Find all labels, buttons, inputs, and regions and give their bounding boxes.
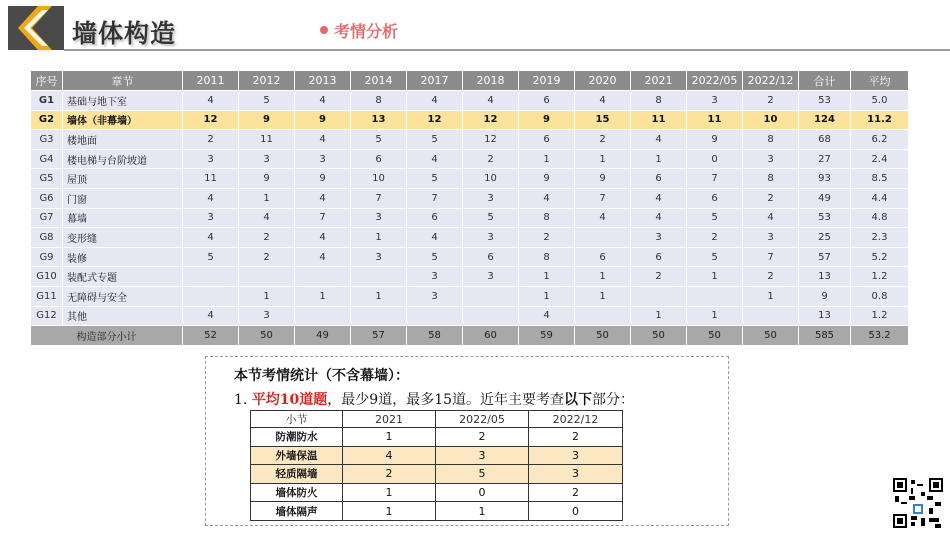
table-cell: 4 xyxy=(631,188,687,208)
table-cell: 2 xyxy=(436,428,529,447)
table-cell: 2 xyxy=(463,149,519,169)
table-cell: 50 xyxy=(687,326,743,346)
table-cell: 1 xyxy=(743,286,799,306)
table-cell: 其他 xyxy=(63,306,183,326)
table-row xyxy=(31,228,909,248)
table-cell: 11 xyxy=(183,169,239,189)
table-row xyxy=(31,188,909,208)
table-cell: 1 xyxy=(687,306,743,326)
table-cell: 9 xyxy=(239,169,295,189)
table-cell: 1 xyxy=(575,149,631,169)
table-row xyxy=(31,130,909,150)
table-cell: G3 xyxy=(31,130,63,150)
table-cell: 楼电梯与台阶坡道 xyxy=(63,149,183,169)
table-cell: 6 xyxy=(519,91,575,111)
table-cell: 6 xyxy=(351,149,407,169)
table-cell: 53 xyxy=(799,208,851,228)
table-cell: 49 xyxy=(295,326,351,346)
table-cell: 8 xyxy=(519,208,575,228)
table-cell: 墙体（非幕墙） xyxy=(63,110,183,130)
table-cell: 11.2 xyxy=(851,110,909,130)
table-cell: 1 xyxy=(687,267,743,287)
table-cell xyxy=(407,306,463,326)
column-header: 2012 xyxy=(239,71,295,91)
table-cell: G1 xyxy=(31,91,63,111)
table-cell: 49 xyxy=(799,188,851,208)
table-cell: 1 xyxy=(343,502,436,521)
subsection-header-row xyxy=(251,411,623,428)
table-cell: 2 xyxy=(529,483,623,502)
table-cell xyxy=(687,286,743,306)
chevron-logo-icon xyxy=(18,6,60,50)
stats-title: 本节考情统计（不含幕墙）： xyxy=(234,368,409,384)
table-cell xyxy=(239,267,295,287)
table-cell: G12 xyxy=(31,306,63,326)
table-cell: 4 xyxy=(463,91,519,111)
table-cell: 13 xyxy=(351,110,407,130)
summary-label: 构造部分小计 xyxy=(31,326,183,346)
table-cell: 9 xyxy=(575,169,631,189)
table-cell: 8 xyxy=(743,130,799,150)
table-cell: 5 xyxy=(407,247,463,267)
column-header: 2020 xyxy=(575,71,631,91)
table-cell: 5.2 xyxy=(851,247,909,267)
table-cell: 10 xyxy=(351,169,407,189)
table-cell: 2 xyxy=(239,247,295,267)
table-cell: 1 xyxy=(575,267,631,287)
table-cell xyxy=(631,286,687,306)
stats-line-suffix: 部分： xyxy=(592,392,635,408)
table-cell: 4 xyxy=(407,228,463,248)
table-cell: 50 xyxy=(743,326,799,346)
table-cell: 8 xyxy=(743,169,799,189)
table-row xyxy=(31,286,909,306)
table-cell: 1 xyxy=(436,502,529,521)
table-cell: 15 xyxy=(575,110,631,130)
table-cell: 无障碍与安全 xyxy=(63,286,183,306)
table-cell: 12 xyxy=(463,110,519,130)
table-cell: 2 xyxy=(687,228,743,248)
table-cell: 8 xyxy=(631,91,687,111)
table-cell: G10 xyxy=(31,267,63,287)
table-cell: 5 xyxy=(239,91,295,111)
table-cell: 5 xyxy=(351,130,407,150)
table-cell xyxy=(463,306,519,326)
table-cell: 4.8 xyxy=(851,208,909,228)
table-cell: 4 xyxy=(183,228,239,248)
table-cell: 1 xyxy=(239,188,295,208)
column-header: 2017 xyxy=(407,71,463,91)
table-cell: 12 xyxy=(463,130,519,150)
table-cell: G6 xyxy=(31,188,63,208)
table-cell: 4 xyxy=(239,208,295,228)
table-row xyxy=(251,502,623,521)
table-cell: 58 xyxy=(407,326,463,346)
table-cell: 1 xyxy=(239,286,295,306)
summary-row xyxy=(31,326,909,346)
table-cell: G11 xyxy=(31,286,63,306)
table-cell: 3 xyxy=(239,306,295,326)
column-header: 小节 xyxy=(251,411,343,428)
table-cell: 9 xyxy=(239,110,295,130)
table-cell: 3 xyxy=(183,208,239,228)
table-cell: 3 xyxy=(529,465,623,484)
table-cell: 4 xyxy=(295,130,351,150)
table-cell: 3 xyxy=(743,228,799,248)
table-cell: 5 xyxy=(407,130,463,150)
subsection-name: 墙体防火 xyxy=(251,483,343,502)
table-cell: 50 xyxy=(575,326,631,346)
table-cell: G9 xyxy=(31,247,63,267)
table-cell: 57 xyxy=(799,247,851,267)
table-row xyxy=(31,306,909,326)
table-cell: 基础与地下室 xyxy=(63,91,183,111)
table-cell: 4 xyxy=(295,188,351,208)
table-cell: 3 xyxy=(463,188,519,208)
table-cell: 6.2 xyxy=(851,130,909,150)
table-cell: 5 xyxy=(463,208,519,228)
table-cell: 4.4 xyxy=(851,188,909,208)
table-row xyxy=(251,465,623,484)
table-cell: 0.8 xyxy=(851,286,909,306)
table-cell: 1 xyxy=(519,267,575,287)
table-cell: 4 xyxy=(183,306,239,326)
table-cell: 3 xyxy=(631,228,687,248)
table-cell: 53.2 xyxy=(851,326,909,346)
table-cell: 2 xyxy=(529,428,623,447)
table-cell: G7 xyxy=(31,208,63,228)
column-header: 2022/05 xyxy=(436,411,529,428)
table-cell: 6 xyxy=(519,130,575,150)
bullet-dot-icon xyxy=(320,26,328,34)
table-cell: 52 xyxy=(183,326,239,346)
table-cell: 50 xyxy=(631,326,687,346)
table-cell: 0 xyxy=(436,483,529,502)
table-cell: 6 xyxy=(463,247,519,267)
table-cell xyxy=(351,306,407,326)
table-cell: 7 xyxy=(407,188,463,208)
page-title: 墙体构造 xyxy=(72,19,177,48)
table-cell: 2 xyxy=(743,188,799,208)
table-row xyxy=(31,149,909,169)
table-cell: 1.2 xyxy=(851,267,909,287)
table-cell: 7 xyxy=(575,188,631,208)
table-cell: 6 xyxy=(407,208,463,228)
stats-line-middle: ，最少9道，最多15道。近年主要考查 xyxy=(327,392,565,408)
table-cell: 2 xyxy=(239,228,295,248)
table-row xyxy=(251,483,623,502)
column-header: 2021 xyxy=(343,411,436,428)
table-cell: 4 xyxy=(183,91,239,111)
table-cell xyxy=(575,228,631,248)
stats-line-average: 平均10道题 xyxy=(251,392,328,408)
exam-stats-table xyxy=(30,70,909,346)
table-cell: 124 xyxy=(799,110,851,130)
table-cell: 2 xyxy=(743,267,799,287)
column-header: 2011 xyxy=(183,71,239,91)
subsection-name: 轻质隔墙 xyxy=(251,465,343,484)
column-header: 章节 xyxy=(63,71,183,91)
table-cell xyxy=(743,306,799,326)
table-cell: 93 xyxy=(799,169,851,189)
table-row xyxy=(251,446,623,465)
table-row xyxy=(31,247,909,267)
table-cell: 13 xyxy=(799,267,851,287)
table-cell: 3 xyxy=(407,267,463,287)
table-cell: 1 xyxy=(575,286,631,306)
table-cell: 5 xyxy=(687,247,743,267)
table-row xyxy=(31,208,909,228)
subsection-name: 防潮防水 xyxy=(251,428,343,447)
table-cell: 9 xyxy=(687,130,743,150)
table-cell: 1 xyxy=(343,483,436,502)
table-cell: 3 xyxy=(295,149,351,169)
table-cell: 3 xyxy=(463,267,519,287)
stats-line-bold: 以下 xyxy=(564,392,593,408)
table-cell: 9 xyxy=(519,110,575,130)
column-header: 2018 xyxy=(463,71,519,91)
table-cell: 4 xyxy=(575,91,631,111)
table-cell: G8 xyxy=(31,228,63,248)
table-cell: 5.0 xyxy=(851,91,909,111)
table-cell: 1 xyxy=(295,286,351,306)
table-cell: 10 xyxy=(463,169,519,189)
table-cell: 4 xyxy=(631,208,687,228)
table-cell: 27 xyxy=(799,149,851,169)
table-cell: 1 xyxy=(519,149,575,169)
table-cell: 2 xyxy=(183,130,239,150)
table-cell: 3 xyxy=(463,228,519,248)
table-cell: 6 xyxy=(631,247,687,267)
table-cell: 4 xyxy=(631,130,687,150)
table-cell: 4 xyxy=(519,306,575,326)
section-subtitle: 考情分析 xyxy=(334,22,399,41)
table-cell: 57 xyxy=(351,326,407,346)
table-cell: 2 xyxy=(519,228,575,248)
column-header: 2014 xyxy=(351,71,407,91)
table-cell: 53 xyxy=(799,91,851,111)
table-cell: 1 xyxy=(519,286,575,306)
column-header: 2022/05 xyxy=(687,71,743,91)
table-cell: 8 xyxy=(519,247,575,267)
table-cell: 9 xyxy=(295,110,351,130)
table-cell: 装修 xyxy=(63,247,183,267)
table-cell: 9 xyxy=(799,286,851,306)
table-cell: 楼地面 xyxy=(63,130,183,150)
table-cell: 4 xyxy=(407,149,463,169)
table-cell: 4 xyxy=(343,446,436,465)
table-cell: 1 xyxy=(351,228,407,248)
table-cell: 2 xyxy=(631,267,687,287)
table-cell xyxy=(295,306,351,326)
table-cell: G2 xyxy=(31,110,63,130)
table-cell: 1.2 xyxy=(851,306,909,326)
table-cell: 7 xyxy=(743,247,799,267)
table-cell: 3 xyxy=(743,149,799,169)
table-cell: 50 xyxy=(239,326,295,346)
column-header: 合计 xyxy=(799,71,851,91)
table-cell: 11 xyxy=(687,110,743,130)
table-cell: 6 xyxy=(687,188,743,208)
table-cell xyxy=(575,306,631,326)
table-cell: 585 xyxy=(799,326,851,346)
table-cell: 12 xyxy=(407,110,463,130)
table-cell: 8 xyxy=(351,91,407,111)
table-cell: 3 xyxy=(183,149,239,169)
table-cell: 68 xyxy=(799,130,851,150)
table-row xyxy=(31,267,909,287)
table-cell: 装配式专题 xyxy=(63,267,183,287)
table-row xyxy=(31,169,909,189)
table-cell: 门窗 xyxy=(63,188,183,208)
table-cell: 2 xyxy=(575,130,631,150)
table-cell: 6 xyxy=(631,169,687,189)
table-cell: 9 xyxy=(295,169,351,189)
table-cell: 4 xyxy=(407,91,463,111)
column-header: 2013 xyxy=(295,71,351,91)
subsection-name: 外墙保温 xyxy=(251,446,343,465)
table-cell: 2 xyxy=(743,91,799,111)
table-cell: 25 xyxy=(799,228,851,248)
table-row xyxy=(251,428,623,447)
table-cell: 3 xyxy=(529,446,623,465)
title-divider xyxy=(64,49,950,51)
table-cell: 6 xyxy=(575,247,631,267)
table-cell: 4 xyxy=(519,188,575,208)
table-header-row xyxy=(31,71,909,91)
column-header: 2019 xyxy=(519,71,575,91)
table-cell: 5 xyxy=(687,208,743,228)
column-header: 序号 xyxy=(31,71,63,91)
table-cell xyxy=(351,267,407,287)
table-cell: 2 xyxy=(343,465,436,484)
qr-code-icon xyxy=(893,478,943,528)
table-cell xyxy=(183,286,239,306)
stats-summary-box xyxy=(205,356,729,526)
table-cell: 11 xyxy=(631,110,687,130)
table-cell: 7 xyxy=(351,188,407,208)
table-cell: 3 xyxy=(436,446,529,465)
table-cell: 7 xyxy=(687,169,743,189)
table-cell: 60 xyxy=(463,326,519,346)
table-cell: 4 xyxy=(743,208,799,228)
table-cell: 4 xyxy=(575,208,631,228)
table-cell: 变形缝 xyxy=(63,228,183,248)
table-cell: 1 xyxy=(343,428,436,447)
column-header: 2022/12 xyxy=(743,71,799,91)
table-cell: 10 xyxy=(743,110,799,130)
table-cell: 2.4 xyxy=(851,149,909,169)
table-cell: 5 xyxy=(436,465,529,484)
table-cell: 1 xyxy=(631,149,687,169)
table-cell: G5 xyxy=(31,169,63,189)
table-cell: 5 xyxy=(183,247,239,267)
subsection-table xyxy=(250,410,623,521)
table-cell: 3 xyxy=(351,247,407,267)
table-cell xyxy=(463,286,519,306)
table-cell: 11 xyxy=(239,130,295,150)
table-cell: 4 xyxy=(183,188,239,208)
table-cell: 1 xyxy=(631,306,687,326)
table-row xyxy=(31,91,909,111)
table-cell: 4 xyxy=(295,247,351,267)
table-cell: 8.5 xyxy=(851,169,909,189)
subsection-name: 墙体隔声 xyxy=(251,502,343,521)
table-cell: 3 xyxy=(239,149,295,169)
table-cell: 59 xyxy=(519,326,575,346)
table-cell: 幕墙 xyxy=(63,208,183,228)
table-cell: 9 xyxy=(519,169,575,189)
table-cell: 7 xyxy=(295,208,351,228)
table-cell: 0 xyxy=(687,149,743,169)
table-cell: 3 xyxy=(351,208,407,228)
table-cell: 12 xyxy=(183,110,239,130)
column-header: 平均 xyxy=(851,71,909,91)
table-cell: 13 xyxy=(799,306,851,326)
table-cell: 2.3 xyxy=(851,228,909,248)
table-cell: 3 xyxy=(687,91,743,111)
table-cell: 屋顶 xyxy=(63,169,183,189)
table-cell: 0 xyxy=(529,502,623,521)
column-header: 2021 xyxy=(631,71,687,91)
table-cell: 4 xyxy=(295,228,351,248)
table-cell xyxy=(295,267,351,287)
table-cell xyxy=(183,267,239,287)
column-header: 2022/12 xyxy=(529,411,623,428)
table-row xyxy=(31,110,909,130)
stats-line-prefix: 1. xyxy=(234,392,252,408)
table-cell: 4 xyxy=(295,91,351,111)
table-cell: G4 xyxy=(31,149,63,169)
table-cell: 3 xyxy=(407,286,463,306)
table-cell: 5 xyxy=(407,169,463,189)
stats-line xyxy=(234,389,634,409)
table-cell: 1 xyxy=(351,286,407,306)
